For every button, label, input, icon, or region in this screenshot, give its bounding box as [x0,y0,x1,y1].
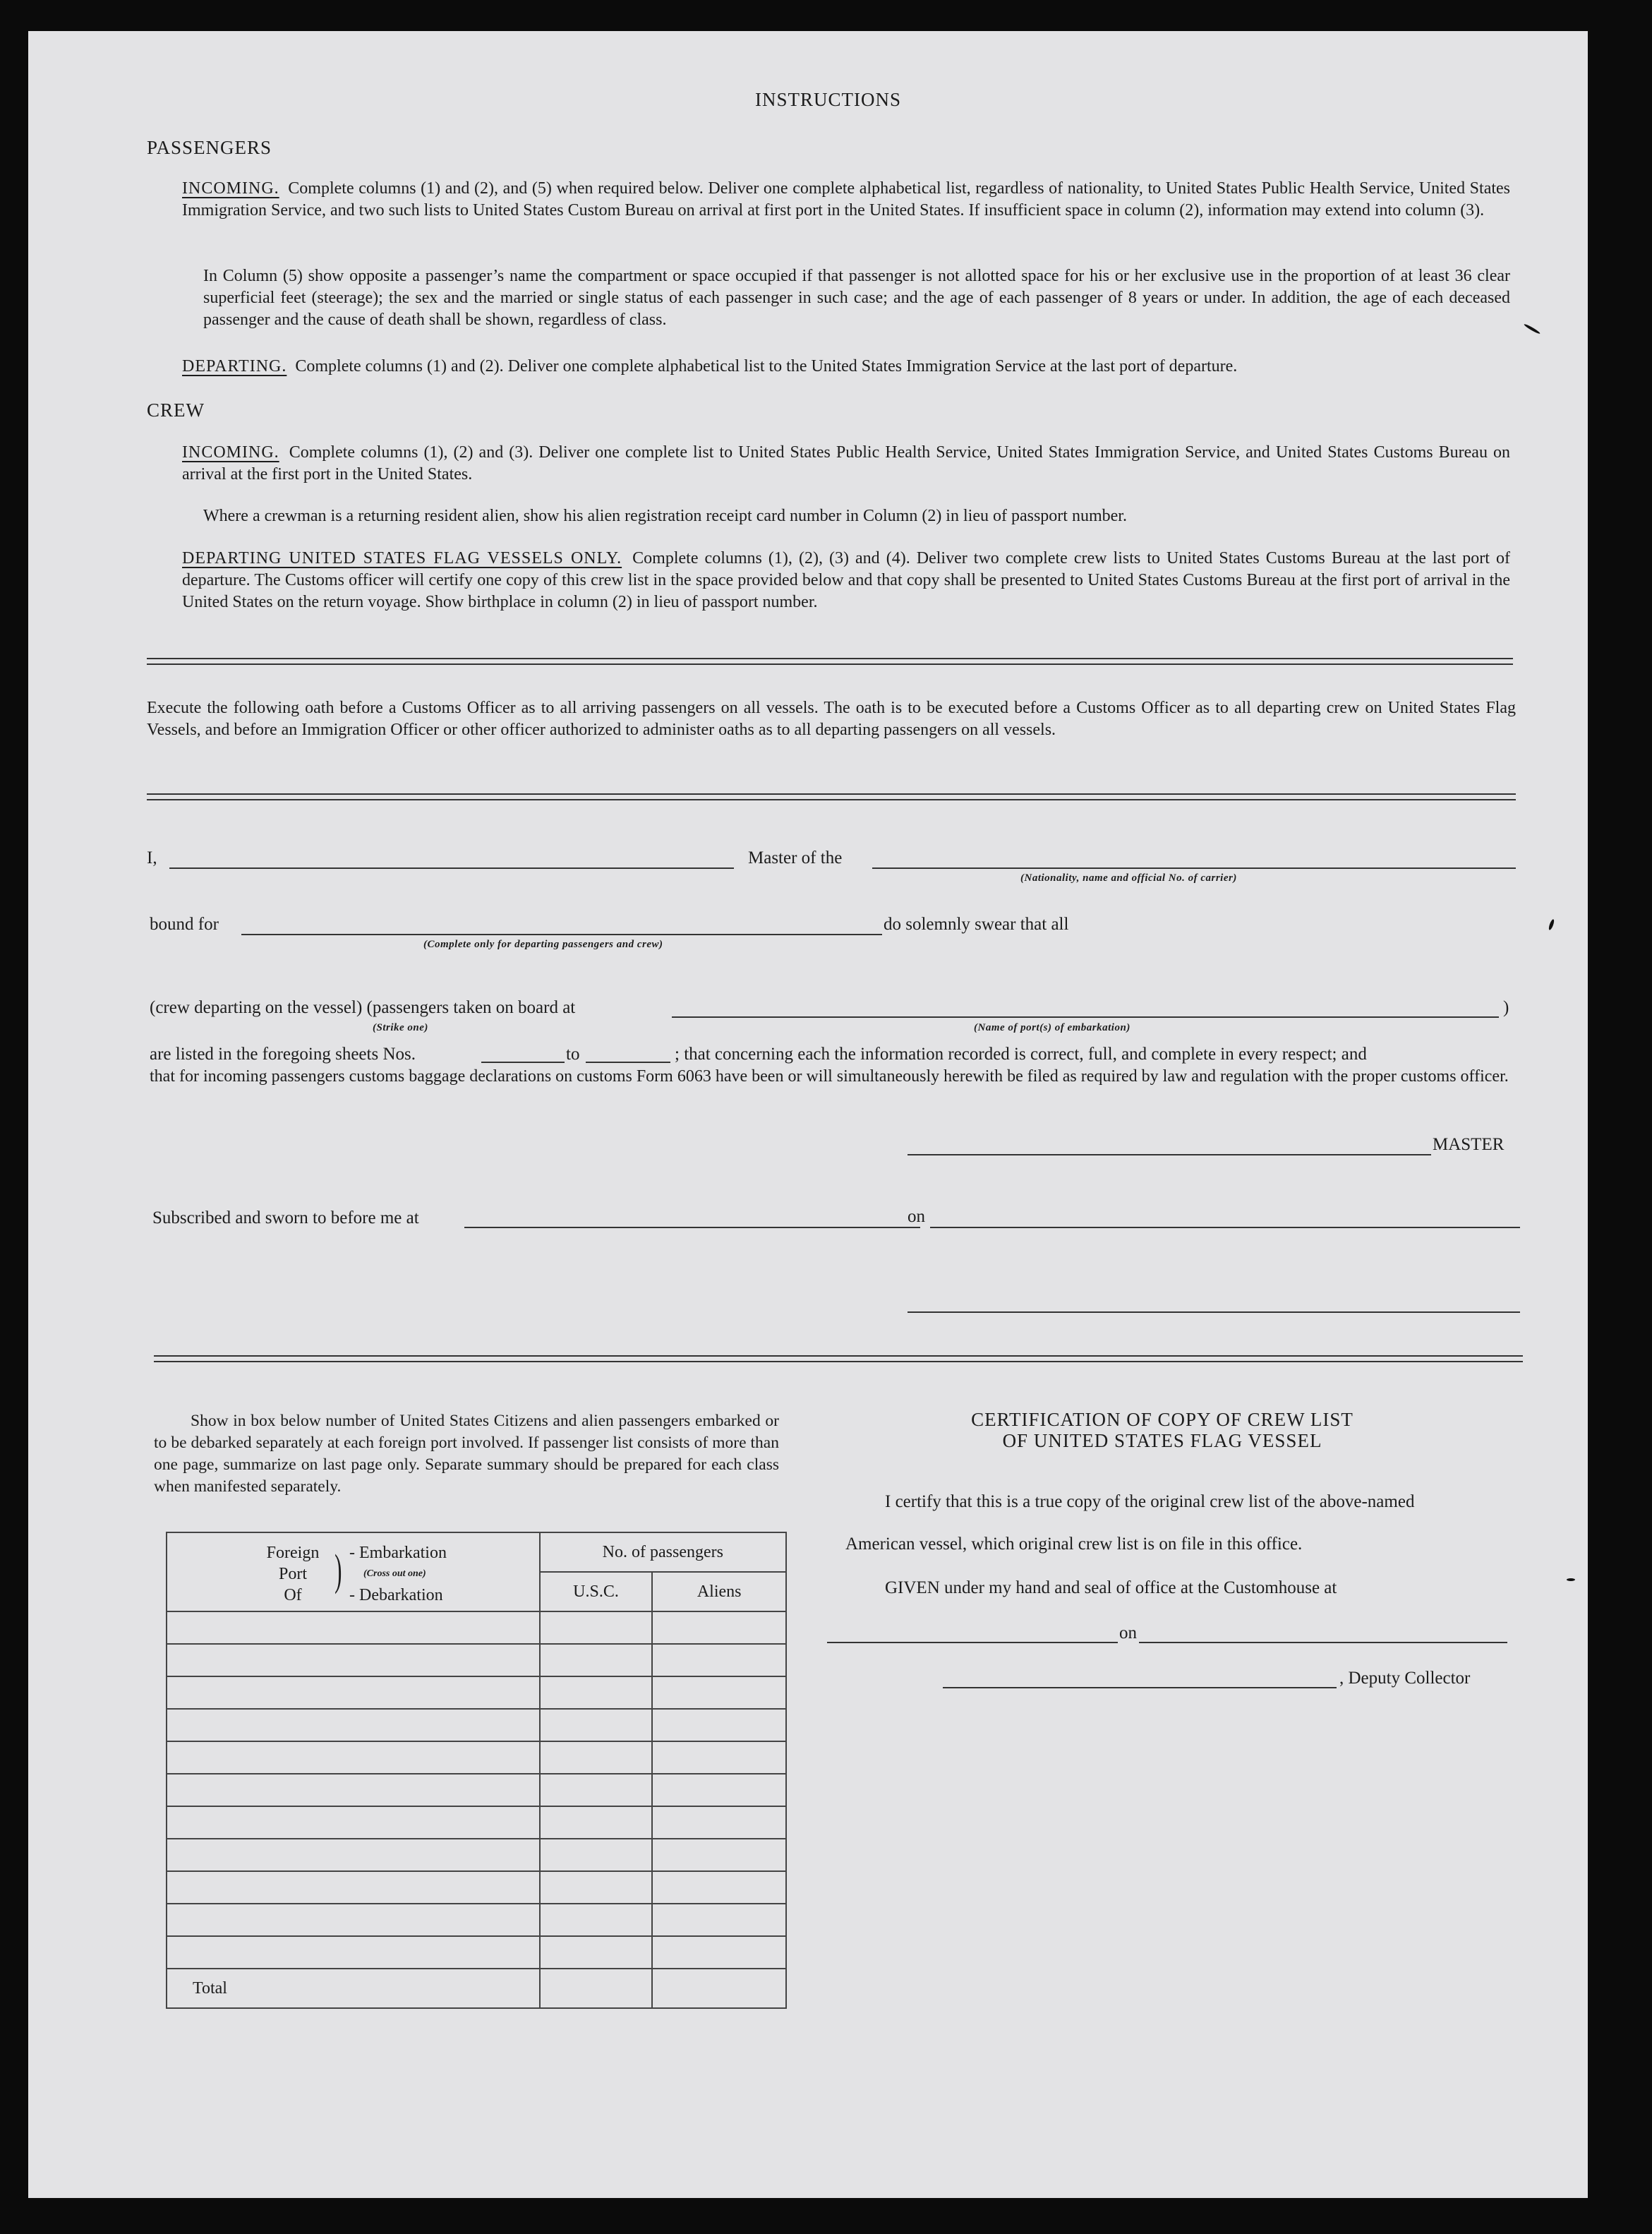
summary-row [167,1676,786,1709]
sheet-to-field[interactable] [586,1062,670,1063]
summary-row [167,1936,786,1969]
form-page [28,31,1588,2198]
certification-date-field[interactable] [1139,1642,1507,1643]
bound-for-field[interactable] [241,934,882,935]
listed-sheets-label: are listed in the foregoing sheets Nos. [150,1045,416,1064]
port-cell[interactable] [167,1644,540,1676]
total-usc-cell[interactable] [540,1969,653,2008]
master-name-field[interactable] [169,867,734,869]
bound-for-label: bound for [150,915,219,934]
port-label: Port [278,1565,307,1583]
summary-row [167,1904,786,1936]
officer-signature-field[interactable] [908,1311,1520,1313]
crew-departing-lead: DEPARTING UNITED STATES FLAG VESSELS ONLY. [182,549,622,567]
cross-out-caption: (Cross out one) [363,1568,426,1579]
baggage-declaration-text: that for incoming passengers customs baggage declarations on customs Form 6063 have been or will simultaneously herewith be filed as required by law and regulation with the proper customs officer. [150,1067,1509,1086]
summary-row [167,1871,786,1904]
usc-cell[interactable] [540,1839,653,1871]
total-aliens-cell[interactable] [652,1969,786,2008]
carrier-field[interactable] [872,867,1516,869]
aliens-cell[interactable] [652,1676,786,1709]
passengers-incoming-text: Complete columns (1) and (2), and (5) when required below. Deliver one complete alphabetical list, regardless of nationality, to United States Public Health Service, United States Immigration Service, and two such lists to United States Custom Bureau on arrival at first port in the United States. If insufficient space in column (2), information may extend into column (3). [182,179,1511,220]
scan-mark [1567,1578,1575,1581]
aliens-cell[interactable] [652,1741,786,1774]
oath-intro: Execute the following oath before a Customs Officer as to all arriving passengers on all vessels. The oath is to be executed before a Customs Officer as to all departing crew on United States Flag Vessels, and before an Immigration Officer or other officer authorized to administer oaths as to all departing passengers on all vessels. [147,699,1516,739]
embarkation-label: - Embarkation [349,1544,447,1562]
section-divider [154,1355,1523,1362]
passengers-departing-text: Complete columns (1) and (2). Deliver one complete alphabetical list to the United States Immigration Service at the last port of departure. [295,357,1238,376]
listed-to-label: to [566,1045,580,1064]
certification-on-label: on [1119,1623,1137,1643]
usc-cell[interactable] [540,1741,653,1774]
swear-label: do solemnly swear that all [884,915,1069,934]
certify-statement-2: American vessel, which original crew list is on file in this office. [845,1535,1303,1554]
oath-i-label: I, [147,848,157,867]
foreign-label: Foreign [266,1544,320,1562]
port-cell[interactable] [167,1904,540,1936]
debarkation-label: - Debarkation [349,1586,443,1604]
subscribed-label: Subscribed and sworn to before me at [152,1208,419,1227]
usc-header: U.S.C. [540,1572,653,1611]
port-header-cell [167,1532,540,1611]
crew-incoming-lead: INCOMING. [182,443,279,462]
usc-cell[interactable] [540,1936,653,1969]
carrier-caption: (Nationality, name and official No. of carrier) [1020,872,1237,884]
passengers-heading: PASSENGERS [147,137,272,158]
aliens-cell[interactable] [652,1611,786,1644]
sworn-on-label: on [908,1207,925,1226]
port-cell[interactable] [167,1774,540,1806]
crew-departing-label: (crew departing on the vessel) (passengers taken on board at [150,998,576,1017]
aliens-cell[interactable] [652,1904,786,1936]
scan-mark [1524,323,1541,335]
port-cell[interactable] [167,1806,540,1839]
bound-caption: (Complete only for departing passengers and crew) [423,939,663,950]
aliens-header: Aliens [652,1572,786,1611]
master-of-label: Master of the [748,848,843,867]
summary-row [167,1839,786,1871]
crew-departing-paragraph [182,548,1510,613]
summary-row [167,1774,786,1806]
usc-cell[interactable] [540,1644,653,1676]
given-statement: GIVEN under my hand and seal of office at the Customhouse at [885,1578,1337,1597]
embarkation-ports-field[interactable] [672,1016,1499,1018]
section-divider [147,793,1516,800]
close-paren: ) [1503,998,1509,1017]
customhouse-field[interactable] [827,1642,1118,1643]
passenger-summary-table [166,1532,787,2009]
aliens-cell[interactable] [652,1936,786,1969]
port-cell[interactable] [167,1611,540,1644]
port-cell[interactable] [167,1709,540,1741]
instructions-title: INSTRUCTIONS [755,89,902,110]
passengers-incoming-lead: INCOMING. [182,179,279,198]
crew-incoming-text: Complete columns (1), (2) and (3). Deliver one complete list to United States Public Health Service, United States Immigration Service, and United States Customs Bureau on arrival at the first port in the United States. [182,443,1511,484]
passengers-incoming-paragraph [182,178,1510,222]
strike-one-caption: (Strike one) [373,1022,428,1033]
crew-incoming-paragraph [182,442,1510,486]
summary-row [167,1611,786,1644]
usc-cell[interactable] [540,1871,653,1904]
sworn-place-field[interactable] [464,1227,920,1228]
port-cell[interactable] [167,1839,540,1871]
no-of-passengers-header: No. of passengers [540,1532,786,1572]
sworn-date-field[interactable] [930,1227,1520,1228]
passengers-departing-lead: DEPARTING. [182,357,287,376]
port-cell[interactable] [167,1871,540,1904]
certify-statement: I certify that this is a true copy of the original crew list of the above-named [885,1492,1415,1511]
scan-mark [1548,919,1555,931]
master-label: MASTER [1433,1135,1505,1154]
crew-departing-text: Complete columns (1), (2), (3) and (4). Deliver two complete crew lists to United States Customs Bureau at the last port of departure. The Customs officer will certify one copy of this crew list in the space provided below and that copy shall be presented to United States Customs Bureau at the first port of arrival in the United States on the return voyage. Show birthplace in column (2) in lieu of passport number. [182,549,1511,611]
usc-cell[interactable] [540,1774,653,1806]
aliens-cell[interactable] [652,1806,786,1839]
port-cell[interactable] [167,1936,540,1969]
summary-row [167,1644,786,1676]
certification-title-line1: CERTIFICATION OF COPY OF CREW LIST [971,1409,1353,1430]
aliens-cell[interactable] [652,1709,786,1741]
certification-title-line2: OF UNITED STATES FLAG VESSEL [1002,1430,1322,1451]
passengers-departing-paragraph [182,356,1510,378]
section-divider [147,658,1513,665]
aliens-cell[interactable] [652,1871,786,1904]
usc-cell[interactable] [540,1611,653,1644]
summary-row [167,1741,786,1774]
crew-returning-note: Where a crewman is a returning resident alien, show his alien registration receipt card number in Column (2) in lieu of passport number. [203,507,1127,525]
master-signature-field[interactable] [908,1154,1431,1155]
summary-instructions: Show in box below number of United States Citizens and alien passengers embarked or to be debarked separately at each foreign port involved. If passenger list consists of more than one page, summarize on last page only. Separate summary should be prepared for each class when manifested separately. [154,1412,779,1496]
deputy-collector-signature-field[interactable] [943,1687,1337,1688]
passengers-column5-paragraph: In Column (5) show opposite a passenger’s name the compartment or space occupied if that passenger is not allotted space for his or her exclusive use in the proportion of at least 36 clear superficial feet (steerage); the sex and the married or single status of each passenger in such case; and the age of each passenger of 8 years or under. In addition, the age of each deceased passenger and the cause of death shall be shown, regardless of class. [203,267,1510,329]
port-cell[interactable] [167,1676,540,1709]
of-label: Of [284,1586,302,1604]
aliens-cell[interactable] [652,1839,786,1871]
usc-cell[interactable] [540,1904,653,1936]
aliens-cell[interactable] [652,1774,786,1806]
sheet-from-field[interactable] [481,1062,565,1063]
crew-heading: CREW [147,400,205,421]
aliens-cell[interactable] [652,1644,786,1676]
usc-cell[interactable] [540,1676,653,1709]
brace-glyph: ) [334,1547,342,1595]
usc-cell[interactable] [540,1709,653,1741]
port-cell[interactable] [167,1741,540,1774]
total-label: Total [167,1969,540,2008]
summary-row [167,1806,786,1839]
deputy-collector-label: , Deputy Collector [1339,1669,1471,1688]
summary-row [167,1709,786,1741]
certification-heading [919,1409,1406,1451]
usc-cell[interactable] [540,1806,653,1839]
ports-caption: (Name of port(s) of embarkation) [974,1022,1131,1033]
listed-statement: ; that concerning each the information recorded is correct, full, and complete in every respect; and [675,1045,1367,1064]
